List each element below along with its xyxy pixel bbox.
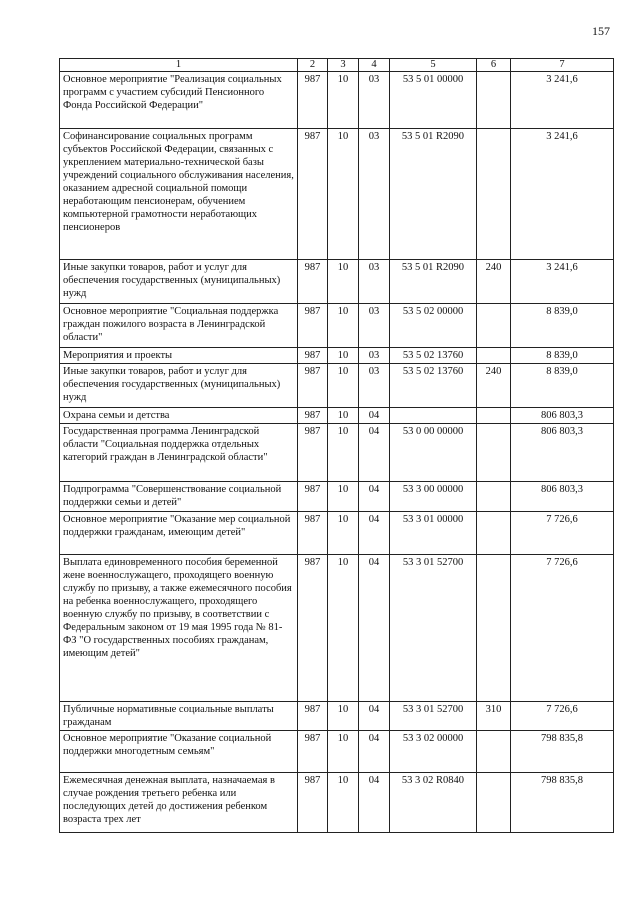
row-section: 10 bbox=[328, 424, 359, 482]
row-section: 10 bbox=[328, 773, 359, 833]
row-amount: 7 726,6 bbox=[511, 702, 614, 731]
row-section: 10 bbox=[328, 555, 359, 702]
row-name: Выплата единовременного пособия беременной жене военнослужащего, проходящего военную службу по призыву, а также ежемесячного пособия на ребенка военнослужащего, проходящего военную службу по призыву, в соответствии с Федеральным законом от 19 мая 1995 года № 81-ФЗ "О государственных пособиях гражданам, имеющим детей" bbox=[60, 555, 298, 702]
row-section: 10 bbox=[328, 482, 359, 512]
row-type bbox=[477, 408, 511, 424]
row-subsection: 04 bbox=[359, 482, 390, 512]
row-amount: 3 241,6 bbox=[511, 129, 614, 260]
row-name: Ежемесячная денежная выплата, назначаемая в случае рождения третьего ребенка или последующих детей до достижения ребенком возраста трех лет bbox=[60, 773, 298, 833]
row-name: Софинансирование социальных программ субъектов Российской Федерации, связанных с укреплением материально-технической базы учреждений социального обслуживания населения, оказанием адресной социальной помощи неработающим пенсионерам, обучением компьютерной грамотности неработающих пенсионеров bbox=[60, 129, 298, 260]
row-target: 53 3 02 R0840 bbox=[390, 773, 477, 833]
row-type bbox=[477, 731, 511, 773]
column-header: 5 bbox=[390, 59, 477, 72]
row-section: 10 bbox=[328, 731, 359, 773]
row-subsection: 03 bbox=[359, 260, 390, 304]
row-code: 987 bbox=[298, 348, 328, 364]
row-section: 10 bbox=[328, 408, 359, 424]
row-name: Иные закупки товаров, работ и услуг для обеспечения государственных (муниципальных) нужд bbox=[60, 364, 298, 408]
row-type bbox=[477, 72, 511, 129]
row-section: 10 bbox=[328, 129, 359, 260]
row-subsection: 04 bbox=[359, 731, 390, 773]
row-target: 53 0 00 00000 bbox=[390, 424, 477, 482]
table-row bbox=[60, 408, 614, 424]
row-type: 240 bbox=[477, 260, 511, 304]
row-name: Государственная программа Ленинградской области "Социальная поддержка отдельных категорий граждан в Ленинградской области" bbox=[60, 424, 298, 482]
row-type bbox=[477, 555, 511, 702]
row-target: 53 5 01 R2090 bbox=[390, 129, 477, 260]
table-row bbox=[60, 702, 614, 731]
column-header: 6 bbox=[477, 59, 511, 72]
table-row bbox=[60, 72, 614, 129]
row-amount: 7 726,6 bbox=[511, 512, 614, 555]
table-row bbox=[60, 731, 614, 773]
table-row bbox=[60, 482, 614, 512]
row-type bbox=[477, 512, 511, 555]
row-subsection: 04 bbox=[359, 424, 390, 482]
table-row bbox=[60, 348, 614, 364]
row-name: Мероприятия и проекты bbox=[60, 348, 298, 364]
row-name: Охрана семьи и детства bbox=[60, 408, 298, 424]
row-section: 10 bbox=[328, 72, 359, 129]
row-type: 240 bbox=[477, 364, 511, 408]
page-number: 157 bbox=[592, 24, 610, 38]
row-target: 53 5 01 R2090 bbox=[390, 260, 477, 304]
row-target: 53 3 00 00000 bbox=[390, 482, 477, 512]
column-header: 2 bbox=[298, 59, 328, 72]
row-subsection: 03 bbox=[359, 348, 390, 364]
row-amount: 806 803,3 bbox=[511, 408, 614, 424]
row-code: 987 bbox=[298, 260, 328, 304]
row-target: 53 3 01 00000 bbox=[390, 512, 477, 555]
row-target bbox=[390, 408, 477, 424]
row-section: 10 bbox=[328, 364, 359, 408]
row-code: 987 bbox=[298, 424, 328, 482]
row-code: 987 bbox=[298, 512, 328, 555]
row-subsection: 03 bbox=[359, 304, 390, 348]
row-amount: 8 839,0 bbox=[511, 304, 614, 348]
row-code: 987 bbox=[298, 773, 328, 833]
row-type bbox=[477, 482, 511, 512]
row-type bbox=[477, 304, 511, 348]
row-subsection: 04 bbox=[359, 512, 390, 555]
row-subsection: 04 bbox=[359, 408, 390, 424]
table-row bbox=[60, 364, 614, 408]
row-subsection: 03 bbox=[359, 72, 390, 129]
budget-table bbox=[59, 58, 614, 833]
row-name: Основное мероприятие "Оказание социальной поддержки многодетным семьям" bbox=[60, 731, 298, 773]
row-name: Подпрограмма "Совершенствование социальной поддержки семьи и детей" bbox=[60, 482, 298, 512]
row-section: 10 bbox=[328, 702, 359, 731]
column-header: 3 bbox=[328, 59, 359, 72]
row-code: 987 bbox=[298, 72, 328, 129]
row-subsection: 04 bbox=[359, 702, 390, 731]
table-row bbox=[60, 129, 614, 260]
row-code: 987 bbox=[298, 482, 328, 512]
row-subsection: 04 bbox=[359, 555, 390, 702]
table-row bbox=[60, 773, 614, 833]
row-target: 53 3 02 00000 bbox=[390, 731, 477, 773]
row-target: 53 3 01 52700 bbox=[390, 702, 477, 731]
row-amount: 798 835,8 bbox=[511, 773, 614, 833]
row-section: 10 bbox=[328, 512, 359, 555]
row-type bbox=[477, 424, 511, 482]
column-header: 7 bbox=[511, 59, 614, 72]
row-target: 53 3 01 52700 bbox=[390, 555, 477, 702]
row-amount: 3 241,6 bbox=[511, 72, 614, 129]
table-row bbox=[60, 555, 614, 702]
row-subsection: 03 bbox=[359, 364, 390, 408]
row-amount: 7 726,6 bbox=[511, 555, 614, 702]
table-row bbox=[60, 424, 614, 482]
row-code: 987 bbox=[298, 304, 328, 348]
row-name: Основное мероприятие "Оказание мер социальной поддержки гражданам, имеющим детей" bbox=[60, 512, 298, 555]
row-code: 987 bbox=[298, 731, 328, 773]
row-target: 53 5 02 13760 bbox=[390, 364, 477, 408]
row-name: Основное мероприятие "Реализация социальных программ с участием субсидий Пенсионного Фонда Российской Федерации" bbox=[60, 72, 298, 129]
table-row bbox=[60, 304, 614, 348]
row-amount: 798 835,8 bbox=[511, 731, 614, 773]
row-target: 53 5 01 00000 bbox=[390, 72, 477, 129]
row-amount: 3 241,6 bbox=[511, 260, 614, 304]
row-type bbox=[477, 773, 511, 833]
row-name: Иные закупки товаров, работ и услуг для обеспечения государственных (муниципальных) нужд bbox=[60, 260, 298, 304]
row-amount: 806 803,3 bbox=[511, 424, 614, 482]
row-code: 987 bbox=[298, 408, 328, 424]
row-target: 53 5 02 13760 bbox=[390, 348, 477, 364]
table-header-row bbox=[60, 59, 614, 72]
row-type bbox=[477, 348, 511, 364]
row-subsection: 04 bbox=[359, 773, 390, 833]
row-type bbox=[477, 129, 511, 260]
row-name: Основное мероприятие "Социальная поддержка граждан пожилого возраста в Ленинградской области" bbox=[60, 304, 298, 348]
row-type: 310 bbox=[477, 702, 511, 731]
row-section: 10 bbox=[328, 348, 359, 364]
column-header: 1 bbox=[60, 59, 298, 72]
row-amount: 8 839,0 bbox=[511, 364, 614, 408]
row-amount: 8 839,0 bbox=[511, 348, 614, 364]
row-amount: 806 803,3 bbox=[511, 482, 614, 512]
column-header: 4 bbox=[359, 59, 390, 72]
row-code: 987 bbox=[298, 702, 328, 731]
table-row bbox=[60, 512, 614, 555]
row-subsection: 03 bbox=[359, 129, 390, 260]
row-section: 10 bbox=[328, 260, 359, 304]
row-code: 987 bbox=[298, 364, 328, 408]
row-name: Публичные нормативные социальные выплаты гражданам bbox=[60, 702, 298, 731]
row-target: 53 5 02 00000 bbox=[390, 304, 477, 348]
row-section: 10 bbox=[328, 304, 359, 348]
table-row bbox=[60, 260, 614, 304]
row-code: 987 bbox=[298, 555, 328, 702]
row-code: 987 bbox=[298, 129, 328, 260]
